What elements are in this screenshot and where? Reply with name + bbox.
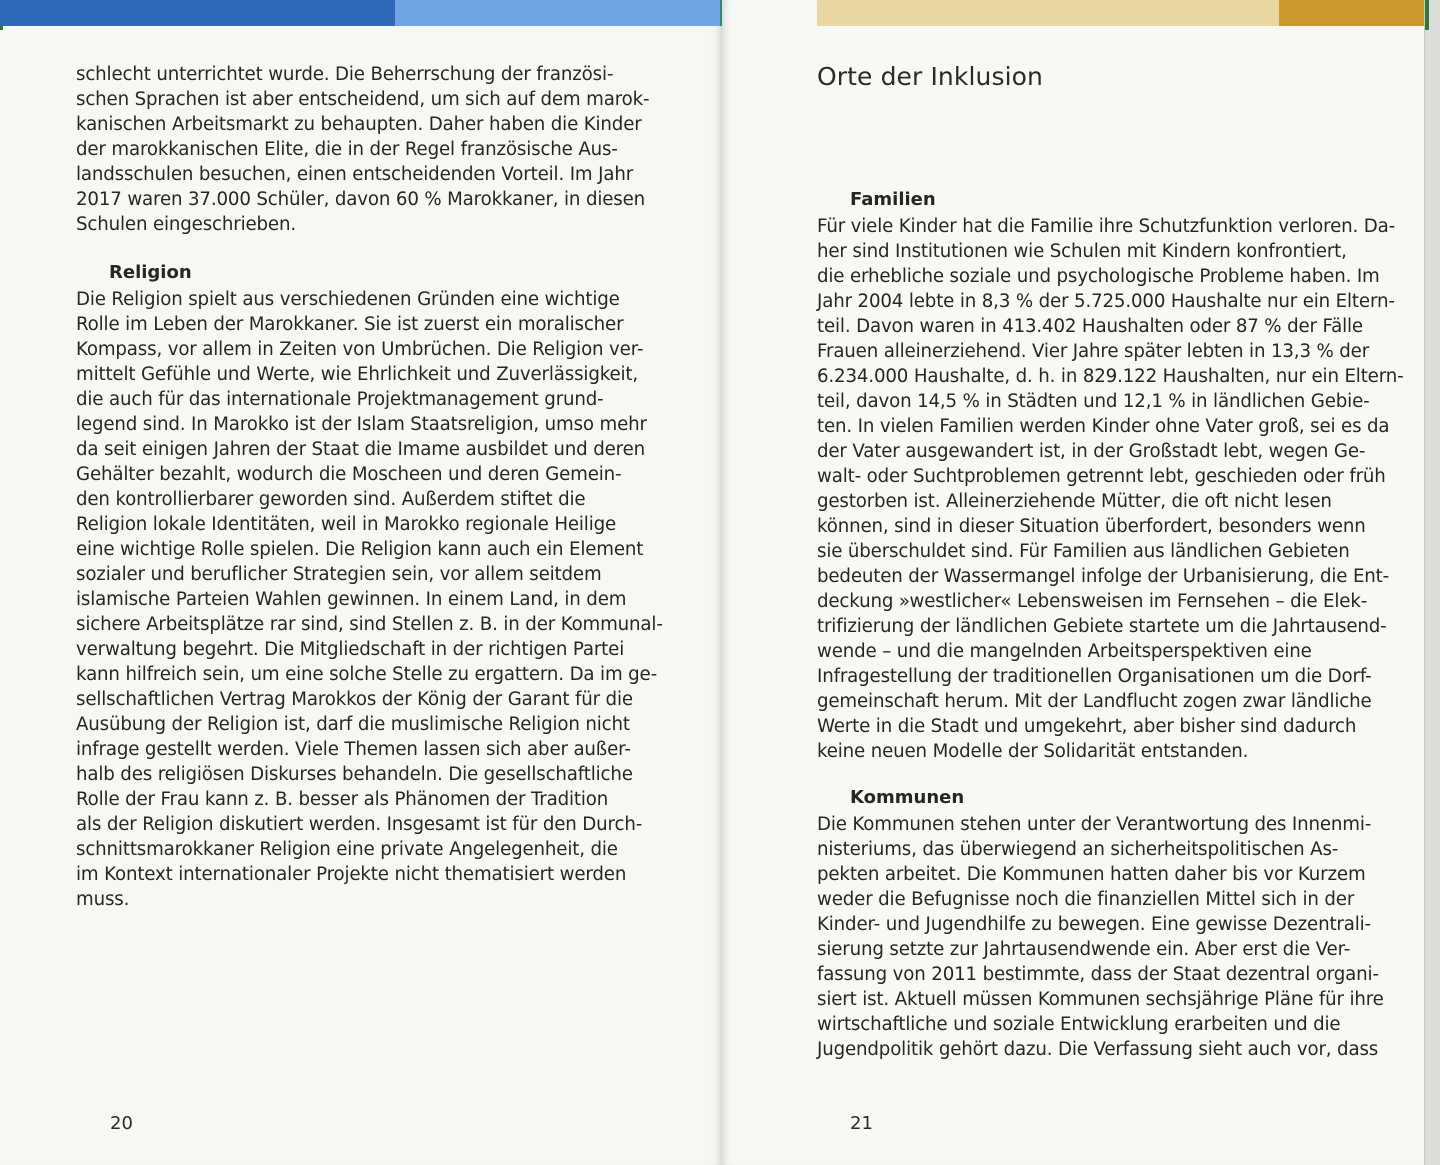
text-line: sierung setzte zur Jahrtausendwende ein. Aber erst die Ver-: [817, 939, 1351, 960]
text-line: sellschaftlichen Vertrag Marokkos der König der Garant für die: [76, 689, 633, 710]
text-line: der Vater ausgewandert ist, in der Großstadt lebt, wegen Ge-: [817, 441, 1366, 462]
text-line: gestorben ist. Alleinerziehende Mütter, die oft nicht lesen: [817, 491, 1332, 512]
page-number-right: 21: [850, 1113, 873, 1134]
text-line: siert ist. Aktuell müssen Kommunen sechsjährige Pläne für ihre: [817, 989, 1384, 1010]
text-line: der marokkanischen Elite, die in der Regel französische Aus-: [76, 139, 618, 160]
page-number-left: 20: [110, 1113, 133, 1134]
text-line: kann hilfreich sein, um eine solche Stelle zu ergattern. Da im ge-: [76, 664, 657, 685]
text-line: schlecht unterrichtet wurde. Die Beherrschung der französi-: [76, 64, 614, 85]
right-page: [722, 0, 1424, 1165]
text-line: Religion lokale Identitäten, weil in Marokko regionale Heilige: [76, 514, 617, 535]
text-line: sichere Arbeitsplätze rar sind, sind Stellen z. B. in der Kommunal-: [76, 614, 663, 635]
text-line: fassung von 2011 bestimmte, dass der Staat dezentral organi-: [817, 964, 1379, 985]
text-line: Kompass, vor allem in Zeiten von Umbrüchen. Die Religion ver-: [76, 339, 644, 360]
text-line: Gehälter bezahlt, wodurch die Moscheen und deren Gemein-: [76, 464, 622, 485]
text-line: infrage gestellt werden. Viele Themen lassen sich aber außer-: [76, 739, 631, 760]
book-page-edge: [1424, 0, 1440, 1165]
text-line: Infragestellung der traditionellen Organisationen um die Dorf-: [817, 666, 1372, 687]
text-line: keine neuen Modelle der Solidarität entstanden.: [817, 741, 1249, 762]
left-intro-paragraph: [76, 62, 649, 237]
text-line: gemeinschaft herum. Mit der Landflucht zogen zwar ländliche: [817, 691, 1372, 712]
text-line: walt- oder Suchtproblemen getrennt lebt, geschieden oder früh: [817, 466, 1386, 487]
text-line: wirtschaftliche und soziale Entwicklung erarbeiten und die: [817, 1014, 1341, 1035]
text-line: als der Religion diskutiert werden. Insgesamt ist für den Durch-: [76, 814, 643, 835]
text-line: Jugendpolitik gehört dazu. Die Verfassung sieht auch vor, dass: [817, 1039, 1379, 1060]
text-line: deckung »westlicher« Lebensweisen im Fernsehen – die Elek-: [817, 591, 1368, 612]
text-line: kanischen Arbeitsmarkt zu behaupten. Daher haben die Kinder: [76, 114, 642, 135]
text-line: landsschulen besuchen, einen entscheidenden Vorteil. Im Jahr: [76, 164, 634, 185]
familien-paragraph: [817, 214, 1404, 764]
text-line: ten. In vielen Familien werden Kinder ohne Vater groß, sei es da: [817, 416, 1390, 437]
text-line: nisteriums, das überwiegend an sicherheitspolitischen As-: [817, 839, 1339, 860]
text-line: sozialer und beruflicher Strategien sein, vor allem seitdem: [76, 564, 602, 585]
text-line: sie überschuldet sind. Für Familien aus ländlichen Gebieten: [817, 541, 1350, 562]
text-line: da seit einigen Jahren der Staat die Imame ausbildet und deren: [76, 439, 645, 460]
text-line: im Kontext internationaler Projekte nicht thematisiert werden: [76, 864, 627, 885]
text-line: Werte in die Stadt und umgekehrt, aber bisher sind dadurch: [817, 716, 1357, 737]
text-line: legend sind. In Marokko ist der Islam Staatsreligion, umso mehr: [76, 414, 647, 435]
text-line: trifizierung der ländlichen Gebiete startete um die Jahrtausend-: [817, 616, 1387, 637]
text-line: schnittsmarokkaner Religion eine private Angelegenheit, die: [76, 839, 618, 860]
text-line: 2017 waren 37.000 Schüler, davon 60 % Marokkaner, in diesen: [76, 189, 646, 210]
text-line: Kinder- und Jugendhilfe zu bewegen. Eine gewisse Dezentrali-: [817, 914, 1371, 935]
text-line: Die Religion spielt aus verschiedenen Gründen eine wichtige: [76, 289, 620, 310]
section-heading-religion: Religion: [109, 262, 192, 283]
text-line: schen Sprachen ist aber entscheidend, um sich auf dem marok-: [76, 89, 650, 110]
text-line: den kontrollierbarer geworden sind. Außerdem stiftet die: [76, 489, 586, 510]
text-line: teil, davon 14,5 % in Städten und 12,1 % in ländlichen Gebie-: [817, 391, 1370, 412]
section-heading-familien: Familien: [850, 189, 936, 210]
text-line: Die Kommunen stehen unter der Verantwortung des Innenmi-: [817, 814, 1372, 835]
chapter-title: Orte der Inklusion: [817, 62, 1043, 91]
text-line: 6.234.000 Haushalte, d. h. in 829.122 Haushalten, nur ein Eltern-: [817, 366, 1404, 387]
text-line: pekten arbeitet. Die Kommunen hatten daher bis vor Kurzem: [817, 864, 1366, 885]
text-line: Jahr 2004 lebte in 8,3 % der 5.725.000 Haushalte nur ein Eltern-: [817, 291, 1395, 312]
text-line: wende – und die mangelnden Arbeitsperspektiven eine: [817, 641, 1312, 662]
text-line: verwaltung begehrt. Die Mitgliedschaft in der richtigen Partei: [76, 639, 625, 660]
kommunen-paragraph: [817, 812, 1384, 1062]
color-band-sand: [817, 0, 1279, 26]
text-line: Rolle im Leben der Marokkaner. Sie ist zuerst ein moralischer: [76, 314, 624, 335]
text-line: islamische Parteien Wahlen gewinnen. In einem Land, in dem: [76, 589, 627, 610]
color-band-ochre: [1279, 0, 1424, 26]
text-line: bedeuten der Wassermangel infolge der Urbanisierung, die Ent-: [817, 566, 1390, 587]
text-line: halb des religiösen Diskurses behandeln. Die gesellschaftliche: [76, 764, 633, 785]
text-line: Schulen eingeschrieben.: [76, 214, 296, 235]
text-line: teil. Davon waren in 413.402 Haushalten oder 87 % der Fälle: [817, 316, 1363, 337]
text-line: Frauen alleinerziehend. Vier Jahre später lebten in 13,3 % der: [817, 341, 1370, 362]
text-line: Ausübung der Religion ist, darf die muslimische Religion nicht: [76, 714, 630, 735]
religion-paragraph: [76, 287, 663, 912]
text-line: können, sind in dieser Situation überfordert, besonders wenn: [817, 516, 1366, 537]
text-line: die erhebliche soziale und psychologische Probleme haben. Im: [817, 266, 1380, 287]
text-line: muss.: [76, 889, 130, 910]
text-line: Für viele Kinder hat die Familie ihre Schutzfunktion verloren. Da-: [817, 216, 1396, 237]
color-band-blue-dark: [0, 0, 395, 26]
color-band-blue-light: [395, 0, 720, 26]
text-line: mittelt Gefühle und Werte, wie Ehrlichkeit und Zuverlässigkeit,: [76, 364, 638, 385]
section-heading-kommunen: Kommunen: [850, 787, 965, 808]
text-line: die auch für das internationale Projektmanagement grund-: [76, 389, 604, 410]
text-line: weder die Befugnisse noch die finanziellen Mittel sich in der: [817, 889, 1355, 910]
page-edge-marker: [1425, 0, 1429, 30]
text-line: eine wichtige Rolle spielen. Die Religion kann auch ein Element: [76, 539, 644, 560]
text-line: her sind Institutionen wie Schulen mit Kindern konfrontiert,: [817, 241, 1347, 262]
text-line: Rolle der Frau kann z. B. besser als Phänomen der Tradition: [76, 789, 609, 810]
